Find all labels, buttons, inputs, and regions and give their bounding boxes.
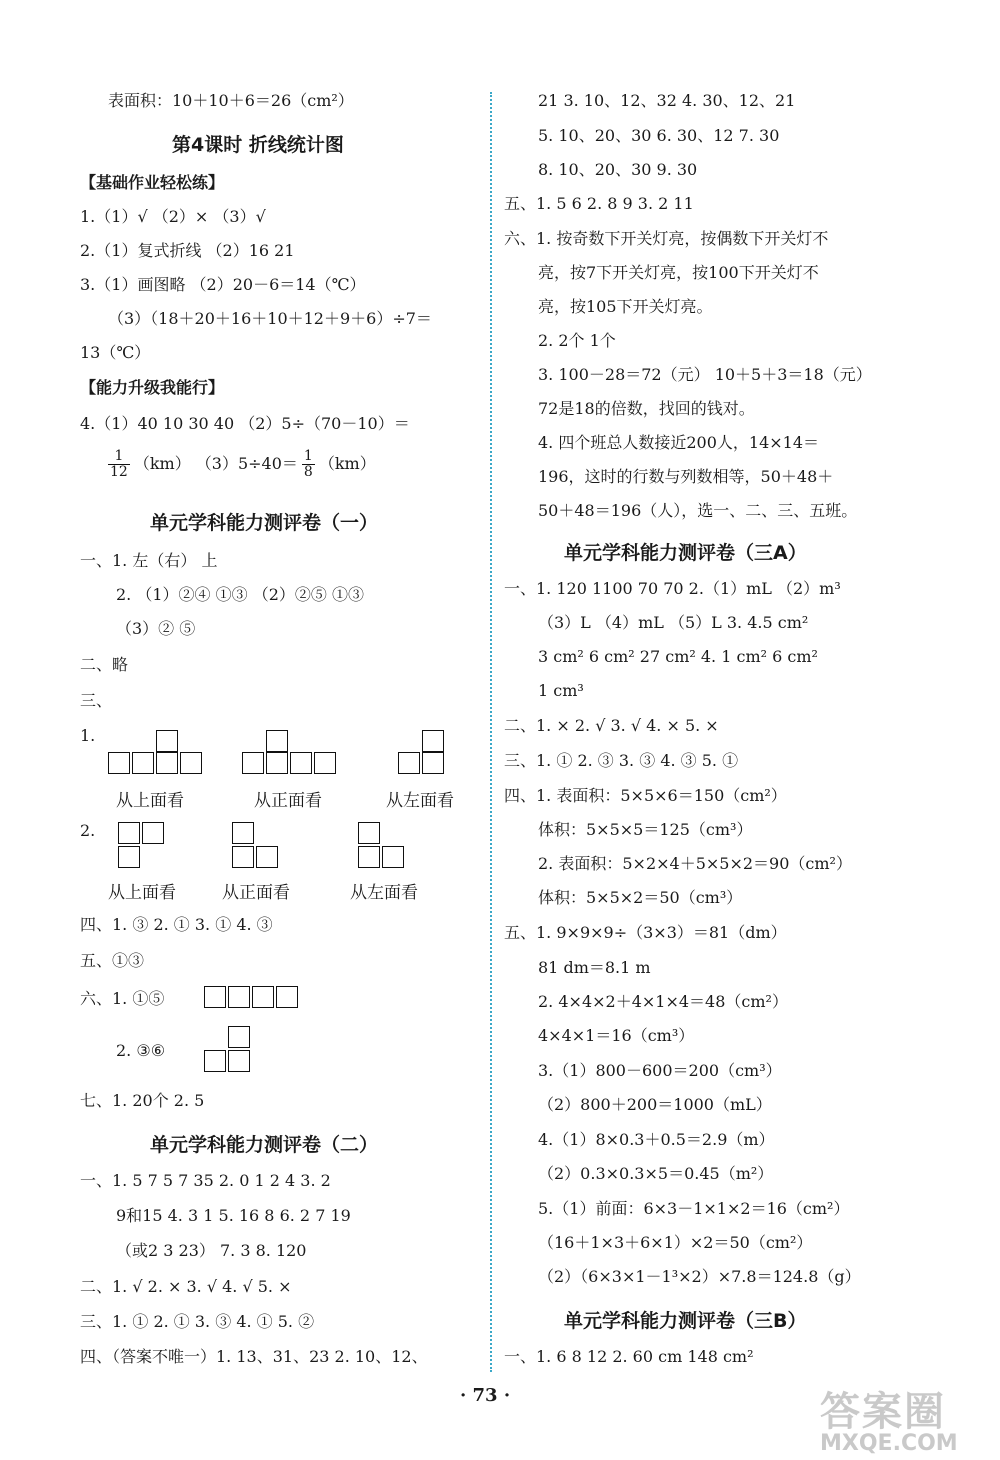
answer-line: 六、1. 按奇数下开关灯亮，按偶数下开关灯不 xyxy=(504,229,829,248)
grid-square xyxy=(118,846,140,868)
answer-line: （3）② ⑤ xyxy=(116,619,196,638)
text: （km） （3）5÷40＝ xyxy=(133,454,298,473)
answer-line: 2. 2个 1个 xyxy=(538,331,616,350)
answer-line: 三、 xyxy=(80,691,113,710)
answer-line: 1.（1）√ （2）× （3）√ xyxy=(80,207,266,226)
answer-line: 七、1. 20个 2. 5 xyxy=(80,1091,205,1110)
answer-line: 21 3. 10、12、32 4. 30、12、21 xyxy=(538,91,796,110)
answer-line: 二、略 xyxy=(80,655,129,674)
caption-left-view: 从左面看 xyxy=(350,883,418,903)
denominator: 8 xyxy=(303,464,313,480)
answer-line: 体积：5×5×5＝125（cm³） xyxy=(538,820,753,839)
grid-square xyxy=(266,752,288,774)
answer-line: （2）（6×3×1－1³×2）×7.8＝124.8（g） xyxy=(538,1267,861,1286)
answer-line: 二、1. √ 2. × 3. √ 4. √ 5. × xyxy=(80,1277,292,1296)
grid-square xyxy=(180,752,202,774)
answer-line: 一、1. 左（右） 上 xyxy=(80,551,218,570)
answer-line: 一、1. 120 1100 70 70 2.（1）mL （2）m³ xyxy=(504,579,841,598)
answer-line: 四、（答案不唯一）1. 13、31、23 2. 10、12、 xyxy=(80,1347,428,1366)
fraction xyxy=(108,449,130,480)
answer-line: 4. 四个班总人数接近200人，14×14＝ xyxy=(538,433,820,452)
answer-line: （16＋1×3＋6×1）×2＝50（cm²） xyxy=(538,1233,813,1252)
grid-square xyxy=(118,822,140,844)
watermark-text: 答案圈 xyxy=(820,1389,946,1435)
numerator: 1 xyxy=(108,449,130,465)
answer-line: 一、1. 6 8 12 2. 60 cm 148 cm² xyxy=(504,1347,754,1366)
answer-line: 体积：5×5×2＝50（cm³） xyxy=(538,888,743,907)
grid-square xyxy=(252,986,274,1008)
answer-line: 1. xyxy=(80,726,96,745)
grid-square xyxy=(382,846,404,868)
answer-line: （2）800＋200＝1000（mL） xyxy=(538,1095,772,1114)
answer-line: 五、1. 5 6 2. 8 9 3. 2 11 xyxy=(504,194,694,213)
grid-square xyxy=(422,730,444,752)
caption-left-view: 从左面看 xyxy=(386,791,454,811)
grid-square xyxy=(276,986,298,1008)
grid-square xyxy=(132,752,154,774)
answer-line: 4×4×1＝16（cm³） xyxy=(538,1026,695,1045)
answer-line: 2. ③⑥ xyxy=(116,1041,166,1060)
answer-line: 五、①③ xyxy=(80,951,145,970)
answer-line: 2. （1）②④ ①③ （2）②⑤ ①③ xyxy=(116,585,364,604)
grid-square xyxy=(228,1050,250,1072)
tag-basic-practice: 【基础作业轻松练】 xyxy=(80,173,225,192)
answer-line: 三、1. ① 2. ① 3. ③ 4. ① 5. ② xyxy=(80,1312,315,1331)
answer-line: 3 cm² 6 cm² 27 cm² 4. 1 cm² 6 cm² xyxy=(538,647,818,666)
answer-line: 三、1. ① 2. ③ 3. ③ 4. ③ 5. ① xyxy=(504,751,739,770)
denominator: 12 xyxy=(110,464,128,480)
answer-line: 8. 10、20、30 9. 30 xyxy=(538,160,698,179)
surface-area-line: 表面积：10＋10＋6＝26（cm²） xyxy=(108,91,354,110)
grid-square xyxy=(228,986,250,1008)
answer-line-fractions xyxy=(104,446,376,482)
grid-square xyxy=(142,822,164,844)
answer-line: （3）L （4）mL （5）L 3. 4.5 cm² xyxy=(538,613,809,632)
answer-line: 9和15 4. 3 1 5. 16 8 6. 2 7 19 xyxy=(116,1206,351,1225)
answer-line: （或2 3 23） 7. 3 8. 120 xyxy=(116,1241,307,1260)
grid-square xyxy=(422,752,444,774)
answer-line: 四、1. ③ 2. ① 3. ① 4. ③ xyxy=(80,915,273,934)
answer-line: 72是18的倍数，找回的钱对。 xyxy=(538,399,755,418)
watermark-logo xyxy=(820,1380,990,1456)
caption-top-view: 从上面看 xyxy=(108,883,176,903)
answer-line: 二、1. × 2. √ 3. √ 4. × 5. × xyxy=(504,716,719,735)
answer-line: 13（℃） xyxy=(80,343,151,362)
answer-line: 196，这时的行数与列数相等，50＋48＋ xyxy=(538,467,834,486)
answer-line: 五、1. 9×9×9÷（3×3）＝81（dm） xyxy=(504,923,787,942)
grid-square xyxy=(242,752,264,774)
grid-square xyxy=(204,1050,226,1072)
section-title-test3a: 单元学科能力测评卷（三A） xyxy=(564,542,807,564)
grid-square xyxy=(398,752,420,774)
grid-square xyxy=(204,986,226,1008)
answer-line: 2. 4×4×2＋4×1×4＝48（cm²） xyxy=(538,992,788,1011)
section-title-test3b: 单元学科能力测评卷（三B） xyxy=(564,1310,807,1332)
grid-square xyxy=(290,752,312,774)
grid-square xyxy=(266,730,288,752)
answer-line: 2. xyxy=(80,821,96,840)
section-title-lesson4: 第4课时 折线统计图 xyxy=(172,134,344,156)
grid-square xyxy=(108,752,130,774)
answer-line: 4.（1）40 10 30 40 （2）5÷（70－10）＝ xyxy=(80,414,410,433)
answer-line: 1 cm³ xyxy=(538,681,584,700)
grid-square xyxy=(228,1026,250,1048)
section-title-test1: 单元学科能力测评卷（一） xyxy=(150,512,379,534)
tag-ability-upgrade: 【能力升级我能行】 xyxy=(80,378,225,397)
watermark-url: MXQE.COM xyxy=(820,1431,958,1456)
answer-line: 一、1. 5 7 5 7 35 2. 0 1 2 4 3. 2 xyxy=(80,1171,331,1190)
grid-square xyxy=(232,846,254,868)
page-number: · 73 · xyxy=(460,1385,511,1406)
answer-line: 5. 10、20、30 6. 30、12 7. 30 xyxy=(538,126,780,145)
answer-line: 亮，按105下开关灯亮。 xyxy=(538,297,713,316)
answer-line: 2.（1）复式折线 （2）16 21 xyxy=(80,241,295,260)
grid-square xyxy=(156,730,178,752)
answer-line: 3.（1）800－600＝200（cm³） xyxy=(538,1061,782,1080)
caption-front-view: 从正面看 xyxy=(254,791,322,811)
answer-line: 3.（1）画图略 （2）20－6＝14（℃） xyxy=(80,275,366,294)
answer-line: 2. 表面积：5×2×4＋5×5×2＝90（cm²） xyxy=(538,854,852,873)
grid-square xyxy=(256,846,278,868)
numerator: 1 xyxy=(303,448,313,464)
answer-line: 5.（1）前面：6×3－1×1×2＝16（cm²） xyxy=(538,1199,850,1218)
grid-square xyxy=(314,752,336,774)
answer-line: 3. 100－28＝72（元） 10＋5＋3＝18（元） xyxy=(538,365,872,384)
column-divider xyxy=(490,92,492,1372)
text: （km） xyxy=(318,454,376,473)
answer-line: 4.（1）8×0.3＋0.5＝2.9（m） xyxy=(538,1130,775,1149)
grid-square xyxy=(156,752,178,774)
grid-square xyxy=(358,822,380,844)
answer-line: 六、1. ①⑤ xyxy=(80,989,165,1008)
grid-square xyxy=(232,822,254,844)
answer-line: 亮，按7下开关灯亮，按100下开关灯不 xyxy=(538,263,819,282)
fraction xyxy=(302,449,315,480)
answer-line: 四、1. 表面积：5×5×6＝150（cm²） xyxy=(504,786,787,805)
section-title-test2: 单元学科能力测评卷（二） xyxy=(150,1134,379,1156)
grid-square xyxy=(358,846,380,868)
answer-line: （3）（18＋20＋16＋10＋12＋9＋6）÷7＝ xyxy=(108,309,432,328)
answer-line: （2）0.3×0.3×5＝0.45（m²） xyxy=(538,1164,774,1183)
answer-line: 81 dm＝8.1 m xyxy=(538,958,651,977)
caption-top-view: 从上面看 xyxy=(116,791,184,811)
answer-line: 50＋48＝196（人），选一、二、三、五班。 xyxy=(538,501,858,520)
caption-front-view: 从正面看 xyxy=(222,883,290,903)
